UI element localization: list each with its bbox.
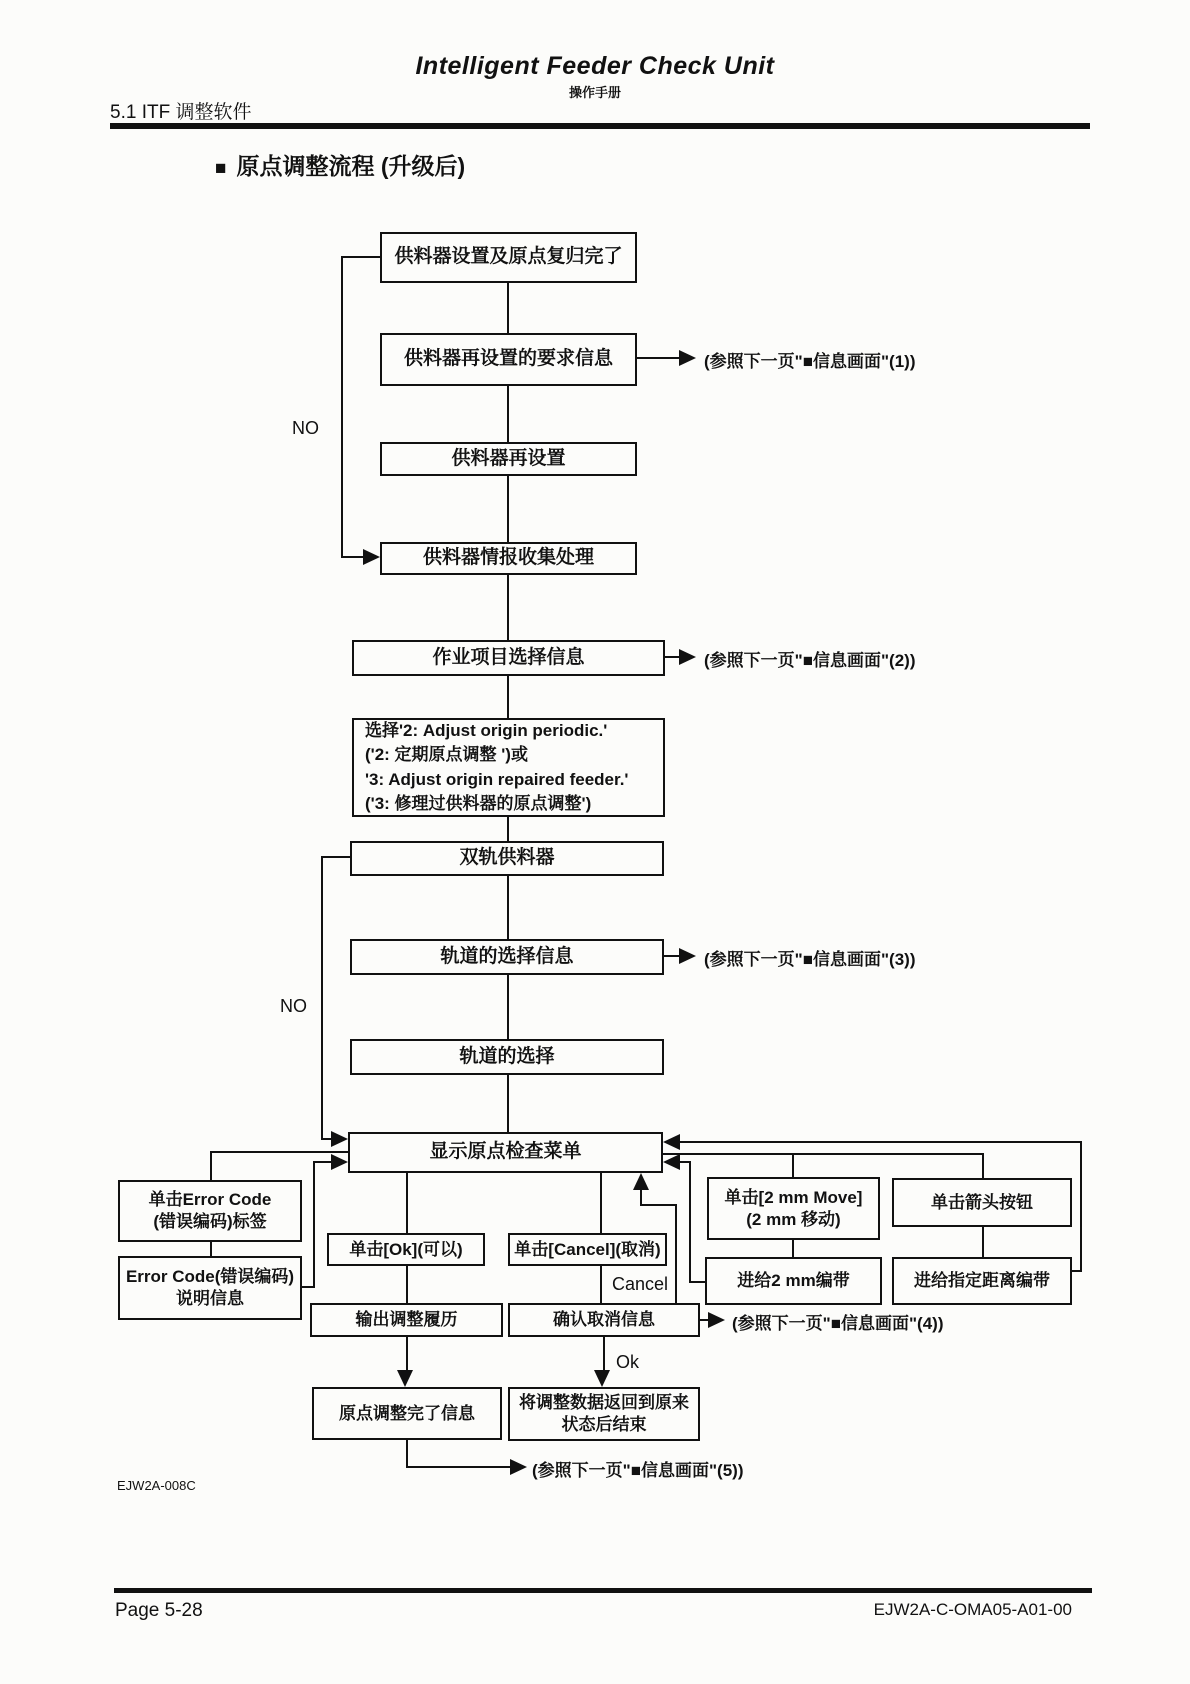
connector-line [663,1153,984,1155]
square-bullet-icon: ■ [215,158,227,179]
connector-line [210,1151,212,1180]
node-text: (错误编码)标签 [153,1212,267,1231]
connector-line [321,856,350,858]
node-text: 单击[2 mm Move] [724,1187,863,1207]
node-text: 确认取消信息 [553,1310,655,1330]
connector-line [210,1151,348,1153]
ref-info-screen-4: (参照下一页"■信息画面"(4)) [732,1314,944,1333]
connector-line [507,817,509,841]
connector-line [507,476,509,542]
connector-line [507,676,509,718]
page-number: Page 5-28 [115,1600,203,1621]
connector-line [675,1204,677,1303]
flow-node-error-code-info [118,1256,302,1320]
diagram-title [215,148,465,181]
section-heading: 5.1 ITF 调整软件 [110,102,252,123]
ok-label: Ok [616,1352,640,1372]
ref-info-screen-3: (参照下一页"■信息画面"(3)) [704,950,916,969]
arrowhead [510,1459,527,1475]
flow-node-rail-select-info [350,939,664,975]
flow-node-feed-distance-tape [892,1257,1072,1305]
node-text: 状态后结束 [561,1415,647,1434]
connector-line [406,1266,408,1303]
connector-line [680,1141,1082,1143]
flow-node-confirm-cancel-info [508,1303,700,1337]
connector-line [689,1281,705,1283]
connector-line [406,1337,408,1373]
arrowhead [679,948,696,964]
ref-info-screen-2: (参照下一页"■信息画面"(2)) [704,651,916,670]
connector-line [406,1466,513,1468]
node-text: 将调整数据返回到原来 [519,1393,689,1413]
connector-line [406,1440,408,1468]
flow-node-output-history [310,1303,503,1337]
no-label-2: NO [280,996,307,1016]
flow-node-click-2mm-move [707,1177,880,1240]
arrowhead [663,1154,680,1170]
connector-line [210,1242,212,1256]
flow-node-click-error-code [118,1180,302,1242]
flow-node-feeder-reset-request [380,333,637,386]
connector-line [600,1266,602,1303]
diagram-title-text: 原点调整流程 (升级后) [236,153,466,179]
node-text: 单击[Cancel](取消) [514,1239,661,1259]
node-text: (2 mm 移动) [746,1209,841,1229]
connector-line [313,1162,315,1288]
node-text: 单击Error Code [148,1190,272,1210]
connector-line [792,1240,794,1257]
node-text: 轨道的选择信息 [440,945,574,967]
connector-line [637,357,683,359]
flow-node-origin-done-info [312,1387,502,1440]
arrowhead [331,1131,348,1147]
connector-line [341,256,343,557]
footer-rule [114,1588,1092,1593]
flow-node-click-ok [327,1233,485,1266]
node-text: '3: Adjust origin repaired feeder.' [365,769,629,789]
node-text: 选择'2: Adjust origin periodic.' [365,721,608,741]
connector-line [600,1173,602,1233]
connector-line [507,386,509,442]
node-text: 输出调整履历 [355,1310,458,1330]
connector-line [321,856,323,1140]
manual-subtitle: 操作手册 [568,85,621,100]
flow-node-dual-rail-feeder [350,841,664,876]
node-text: ('3: 修理过供料器的原点调整') [365,793,592,813]
flow-node-feeder-set-done [380,232,637,283]
connector-line [341,556,364,558]
connector-line [680,1161,691,1163]
connector-line [1080,1141,1082,1272]
arrowhead [363,549,380,565]
node-text: 原点调整完了信息 [339,1403,475,1423]
node-text: Error Code(错误编码) [125,1267,295,1287]
connector-line [507,876,509,939]
connector-line [507,975,509,1039]
node-text: 进给2 mm编带 [737,1271,850,1291]
arrowhead [708,1312,725,1328]
flow-node-click-cancel [508,1233,667,1266]
connector-line [982,1227,984,1257]
node-text: ('2: 定期原点调整 ')或 [365,745,528,765]
flow-node-revert-data [508,1387,700,1441]
cancel-label: Cancel [612,1274,669,1294]
connector-line [603,1337,605,1373]
doc-code: EJW2A-C-OMA05-A01-00 [873,1600,1072,1619]
connector-line [507,1075,509,1132]
arrowhead [679,350,696,366]
connector-line [792,1153,794,1177]
flow-node-feeder-reset [380,442,637,476]
connector-line [689,1161,691,1283]
node-text: 显示原点检查菜单 [429,1141,582,1163]
node-text: 轨道的选择 [459,1045,555,1067]
arrowhead [633,1173,649,1190]
flow-node-select-adjust-origin [352,718,665,817]
connector-line [341,256,380,258]
product-title: Intelligent Feeder Check Unit [415,52,775,80]
node-text: 供料器再设置的要求信息 [403,348,613,370]
node-text: 供料器设置及原点复归完了 [394,246,623,268]
node-text: 说明信息 [176,1289,244,1308]
ref-info-screen-5: (参照下一页"■信息画面"(5)) [532,1461,744,1480]
arrowhead [663,1134,680,1150]
connector-line [313,1161,332,1163]
arrowhead [679,649,696,665]
connector-line [640,1204,677,1206]
connector-line [406,1173,408,1233]
node-text: 单击[Ok](可以) [349,1239,463,1259]
arrowhead [397,1370,413,1387]
node-text: 作业项目选择信息 [432,646,585,668]
connector-line [507,575,509,640]
no-label-1: NO [292,418,319,438]
flow-node-work-item-select-info [352,640,665,676]
header-rule [110,123,1090,129]
connector-line [640,1188,642,1206]
flow-node-rail-select [350,1039,664,1075]
node-text: 单击箭头按钮 [931,1192,1033,1212]
flow-node-feeder-info-collect [380,542,637,575]
node-text: 供料器情报收集处理 [422,547,594,569]
node-text: 双轨供料器 [459,847,555,869]
flow-node-click-arrow-button [892,1178,1072,1227]
connector-line [982,1153,984,1178]
flow-node-feed-2mm-tape [705,1257,882,1305]
node-text: 进给指定距离编带 [914,1271,1050,1291]
ref-info-screen-1: (参照下一页"■信息画面"(1)) [704,352,916,371]
connector-line [507,283,509,333]
figure-code: EJW2A-008C [117,1478,196,1493]
flow-node-origin-check-menu [348,1132,663,1173]
node-text: 供料器再设置 [451,447,566,469]
arrowhead [331,1154,348,1170]
arrowhead [594,1370,610,1387]
